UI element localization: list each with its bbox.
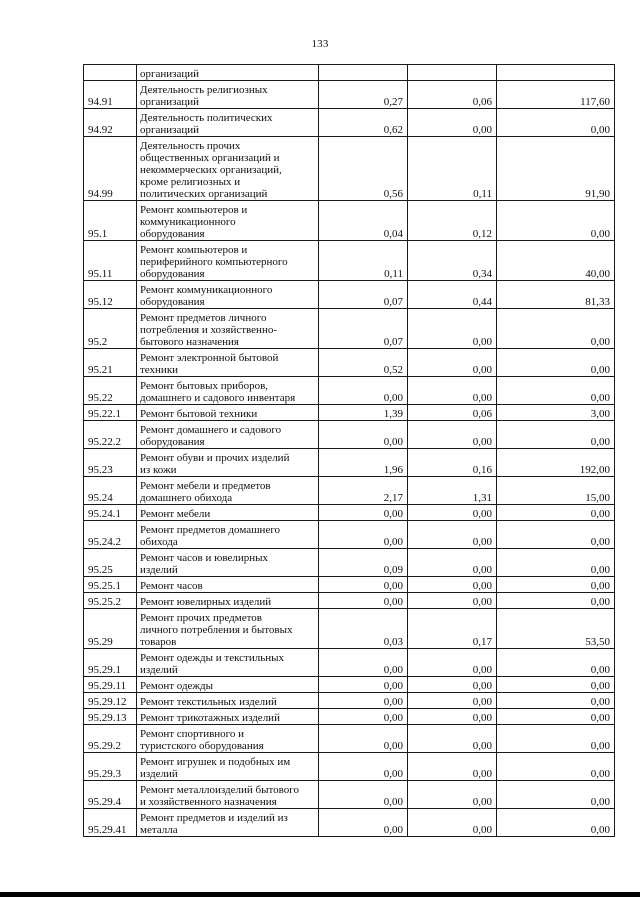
name-cell: Ремонт текстильных изделий [137,693,319,709]
value2-cell: 0,00 [408,725,497,753]
code-cell: 95.29.1 [84,649,137,677]
name-cell: Ремонт прочих предметов личного потребления и бытовых товаров [137,609,319,649]
table-row [84,693,615,709]
value3-cell: 0,00 [497,521,615,549]
table-row [84,549,615,577]
value3-cell: 0,00 [497,593,615,609]
value2-cell: 0,00 [408,549,497,577]
name-cell: Ремонт трикотажных изделий [137,709,319,725]
table-row [84,781,615,809]
value2-cell: 0,17 [408,609,497,649]
value2-cell: 0,00 [408,421,497,449]
value3-cell: 0,00 [497,677,615,693]
table-row [84,477,615,505]
table-row [84,649,615,677]
value1-cell: 0,00 [319,593,408,609]
value1-cell: 0,00 [319,693,408,709]
code-cell: 95.29.13 [84,709,137,725]
value1-cell: 0,00 [319,577,408,593]
code-cell: 95.29.3 [84,753,137,781]
code-cell: 95.29.2 [84,725,137,753]
table-row [84,309,615,349]
value1-cell: 2,17 [319,477,408,505]
code-cell: 95.24 [84,477,137,505]
value2-cell: 0,00 [408,693,497,709]
value1-cell: 0,62 [319,109,408,137]
name-cell: Ремонт мебели и предметов домашнего обихода [137,477,319,505]
value2-cell: 0,00 [408,349,497,377]
name-cell: организаций [137,65,319,81]
value3-cell: 0,00 [497,649,615,677]
table-row [84,709,615,725]
value1-cell: 0,00 [319,521,408,549]
value3-cell: 0,00 [497,377,615,405]
value3-cell: 15,00 [497,477,615,505]
name-cell: Ремонт ювелирных изделий [137,593,319,609]
table-row [84,593,615,609]
value3-cell: 0,00 [497,693,615,709]
name-cell: Ремонт спортивного и туристского оборудования [137,725,319,753]
value2-cell: 0,00 [408,677,497,693]
value2-cell: 0,00 [408,809,497,837]
value3-cell: 0,00 [497,309,615,349]
name-cell: Ремонт игрушек и подобных им изделий [137,753,319,781]
code-cell: 95.1 [84,201,137,241]
value1-cell: 0,00 [319,809,408,837]
value1-cell: 0,00 [319,649,408,677]
value3-cell: 0,00 [497,577,615,593]
table-row [84,577,615,593]
code-cell: 95.2 [84,309,137,349]
code-cell: 95.23 [84,449,137,477]
value1-cell: 1,39 [319,405,408,421]
value1-cell: 0,07 [319,281,408,309]
table-row [84,377,615,405]
value2-cell: 0,00 [408,709,497,725]
code-cell: 95.21 [84,349,137,377]
name-cell: Ремонт мебели [137,505,319,521]
value1-cell: 0,52 [319,349,408,377]
value3-cell: 192,00 [497,449,615,477]
table-row [84,137,615,201]
value3-cell: 53,50 [497,609,615,649]
value2-cell: 0,00 [408,505,497,521]
table-row [84,505,615,521]
table-row [84,241,615,281]
code-cell: 94.92 [84,109,137,137]
name-cell: Ремонт компьютеров и периферийного компьютерного оборудования [137,241,319,281]
table-row [84,753,615,781]
table-row [84,725,615,753]
value3-cell: 0,00 [497,753,615,781]
value2-cell: 0,00 [408,377,497,405]
value2-cell: 0,16 [408,449,497,477]
table-row [84,677,615,693]
value3-cell: 40,00 [497,241,615,281]
value2-cell: 0,12 [408,201,497,241]
name-cell: Ремонт одежды и текстильных изделий [137,649,319,677]
value1-cell: 0,56 [319,137,408,201]
table-row [84,281,615,309]
value1-cell: 0,00 [319,781,408,809]
value3-cell: 0,00 [497,505,615,521]
value2-cell [408,65,497,81]
page-number: 133 [311,38,329,50]
name-cell: Ремонт предметов домашнего обихода [137,521,319,549]
code-cell: 95.29.41 [84,809,137,837]
name-cell: Ремонт домашнего и садового оборудования [137,421,319,449]
value3-cell: 0,00 [497,109,615,137]
value3-cell: 91,90 [497,137,615,201]
table-row [84,201,615,241]
value3-cell [497,65,615,81]
value1-cell: 0,00 [319,421,408,449]
value3-cell: 0,00 [497,349,615,377]
table-row [84,65,615,81]
value1-cell: 0,00 [319,709,408,725]
name-cell: Ремонт коммуникационного оборудования [137,281,319,309]
value1-cell: 0,09 [319,549,408,577]
bottom-edge-rule [0,892,640,897]
value3-cell: 0,00 [497,709,615,725]
name-cell: Деятельность политических организаций [137,109,319,137]
value1-cell: 0,27 [319,81,408,109]
name-cell: Деятельность религиозных организаций [137,81,319,109]
table-row [84,449,615,477]
value3-cell: 81,33 [497,281,615,309]
table-row [84,809,615,837]
name-cell: Ремонт часов [137,577,319,593]
value2-cell: 0,06 [408,81,497,109]
value1-cell: 0,00 [319,505,408,521]
code-cell: 94.99 [84,137,137,201]
name-cell: Ремонт обуви и прочих изделий из кожи [137,449,319,477]
value3-cell: 117,60 [497,81,615,109]
table-row [84,109,615,137]
value2-cell: 1,31 [408,477,497,505]
value2-cell: 0,06 [408,405,497,421]
code-cell: 95.24.2 [84,521,137,549]
code-cell: 95.29 [84,609,137,649]
value2-cell: 0,00 [408,577,497,593]
table-row [84,521,615,549]
code-cell: 95.11 [84,241,137,281]
value1-cell: 0,00 [319,725,408,753]
code-cell: 95.24.1 [84,505,137,521]
value2-cell: 0,34 [408,241,497,281]
code-cell: 94.91 [84,81,137,109]
table-row [84,609,615,649]
name-cell: Ремонт электронной бытовой техники [137,349,319,377]
code-cell: 95.22.2 [84,421,137,449]
code-cell [84,65,137,81]
name-cell: Ремонт компьютеров и коммуникационного оборудования [137,201,319,241]
value1-cell: 0,11 [319,241,408,281]
name-cell: Ремонт часов и ювелирных изделий [137,549,319,577]
table-row [84,81,615,109]
value1-cell: 0,03 [319,609,408,649]
code-cell: 95.29.4 [84,781,137,809]
value3-cell: 0,00 [497,809,615,837]
code-cell: 95.25.1 [84,577,137,593]
name-cell: Ремонт предметов личного потребления и хозяйственно- бытового назначения [137,309,319,349]
value3-cell: 0,00 [497,725,615,753]
code-cell: 95.12 [84,281,137,309]
value3-cell: 0,00 [497,201,615,241]
value2-cell: 0,00 [408,649,497,677]
name-cell: Деятельность прочих общественных организаций и некоммерческих организаций, кроме религиозных и политических организаций [137,137,319,201]
value1-cell: 0,00 [319,677,408,693]
value2-cell: 0,00 [408,309,497,349]
value3-cell: 0,00 [497,421,615,449]
value1-cell: 0,00 [319,377,408,405]
value2-cell: 0,00 [408,781,497,809]
value2-cell: 0,00 [408,109,497,137]
code-cell: 95.22 [84,377,137,405]
code-cell: 95.29.12 [84,693,137,709]
value2-cell: 0,00 [408,521,497,549]
value1-cell: 0,07 [319,309,408,349]
value1-cell: 0,00 [319,753,408,781]
value2-cell: 0,11 [408,137,497,201]
table-row [84,405,615,421]
name-cell: Ремонт металлоизделий бытового и хозяйственного назначения [137,781,319,809]
code-cell: 95.25.2 [84,593,137,609]
data-table [83,64,615,837]
value1-cell: 0,04 [319,201,408,241]
table-body [84,65,615,837]
value2-cell: 0,00 [408,593,497,609]
value2-cell: 0,44 [408,281,497,309]
table-row [84,421,615,449]
value1-cell: 1,96 [319,449,408,477]
table-row [84,349,615,377]
value3-cell: 3,00 [497,405,615,421]
code-cell: 95.29.11 [84,677,137,693]
code-cell: 95.22.1 [84,405,137,421]
name-cell: Ремонт бытовых приборов, домашнего и садового инвентаря [137,377,319,405]
code-cell: 95.25 [84,549,137,577]
name-cell: Ремонт предметов и изделий из металла [137,809,319,837]
value3-cell: 0,00 [497,781,615,809]
value2-cell: 0,00 [408,753,497,781]
name-cell: Ремонт одежды [137,677,319,693]
value1-cell [319,65,408,81]
name-cell: Ремонт бытовой техники [137,405,319,421]
value3-cell: 0,00 [497,549,615,577]
